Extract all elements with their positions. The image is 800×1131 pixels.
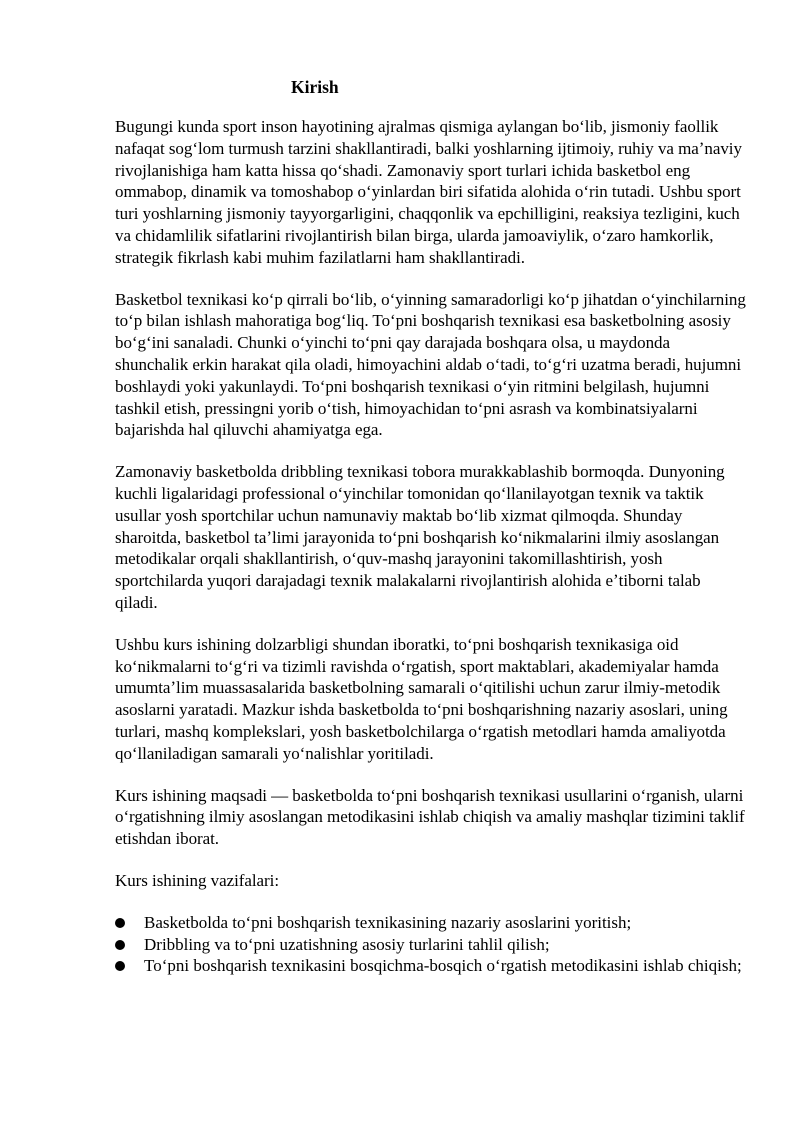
paragraph-relevance: Ushbu kurs ishining dolzarbligi shundan iboratki, toʻpni boshqarish texnikasiga oid koʻnikmalarni toʻgʻri va tizimli ravishda oʻrgatish, sport maktablari, akademiyalar hamda umumtaʼlim muassasalarida basketbolning samarali oʻqitilishi uchun zarur ilmiy-metodik asoslarni yaratadi. Mazkur ishda basketbolda toʻpni boshqarishning nazariy asoslari, uning turlari, mashq komplekslari, yosh basketbolchilarga oʻrgatish metodlari hamda amaliyotda qoʻllaniladigan samarali yoʻnalishlar yoritiladi. — [115, 634, 728, 763]
paragraph-technique: Basketbol texnikasi koʻp qirrali boʻlib, oʻyinning samaradorligi koʻp jihatdan oʻyinchilarning toʻp bilan ishlash mahoratiga bogʻliq. Toʻpni boshqarish texnikasi esa basketbolning asosiy boʻgʻini sanaladi. Chunki oʻyinchi toʻpni qay darajada boshqara olsa, u maydonda shunchalik erkin harakat qila oladi, himoyachini aldab oʻtadi, toʻgʻri uzatma beradi, hujumni boshlaydi yoki yakunlaydi. Toʻpni boshqarish texnikasi oʻyin ritmini belgilash, hujumni tashkil etish, pressingni yorib oʻtish, himoyachidan toʻpni asrash va kombinatsiyalarni bajarishda hal qiluvchi ahamiyatga ega. — [115, 289, 746, 440]
paragraph-goal: Kurs ishining maqsadi — basketbolda toʻpni boshqarish texnikasi usullarini oʻrganish, ularni oʻrgatishning ilmiy asoslangan metodikasini ishlab chiqish va amaliy mashqlar tizimini taklif etishdan iborat. — [115, 785, 745, 849]
document-page — [115, 76, 747, 977]
paragraph-intro: Bugungi kunda sport inson hayotining ajralmas qismiga aylangan boʻlib, jismoniy faollik nafaqat sogʻlom turmush tarzini shakllantiradi, balki yoshlarning ijtimoiy, ruhiy va maʼnaviy rivojlanishiga ham katta hissa qoʻshadi. Zamonaviy sport turlari ichida basketbol eng ommabop, dinamik va tomoshabop oʻyinlardan biri sifatida alohida oʻrin tutadi. Ushbu sport turi yoshlarning jismoniy tayyorgarligini, chaqqonlik va epchilligini, reaksiya tezligini, kuch va chidamlilik sifatlarini rivojlantirish bilan birga, ularda jamoaviylik, oʻzaro hamkorlik, strategik fikrlash kabi muhim fazilatlarni ham shakllantiradi. — [115, 117, 742, 267]
bullet-icon — [115, 918, 125, 928]
list-item — [115, 934, 747, 956]
list-item-text: Toʻpni boshqarish texnikasini bosqichma-bosqich oʻrgatish metodikasini ishlab chiqish; — [144, 956, 742, 976]
section-title: Kirish — [291, 77, 339, 97]
tasks-list — [115, 912, 747, 977]
list-item-text: Dribbling va toʻpni uzatishning asosiy turlarini tahlil qilish; — [144, 934, 550, 954]
bullet-icon — [115, 961, 125, 971]
list-item-text: Basketbolda toʻpni boshqarish texnikasining nazariy asoslarini yoritish; — [144, 912, 632, 932]
paragraph-dribbling: Zamonaviy basketbolda dribbling texnikasi tobora murakkablashib bormoqda. Dunyoning kuchli ligalaridagi professional oʻyinchilar tomonidan qoʻllanilayotgan texnik va taktik usullar yosh sportchilar uchun namunaviy maktab boʻlib xizmat qilmoqda. Shunday sharoitda, basketbol taʼlimi jarayonida toʻpni boshqarish koʻnikmalarini ilmiy asoslangan metodikalar orqali shakllantirish, oʻquv-mashq jarayonini takomillashtirish, yosh sportchilarda yuqori darajadagi texnik malakalarni rivojlantirish alohida eʼtiborni talab qiladi. — [115, 462, 725, 612]
list-item — [115, 955, 747, 977]
paragraph-tasks-heading: Kurs ishining vazifalari: — [115, 870, 279, 890]
bullet-icon — [115, 940, 125, 950]
list-item — [115, 912, 747, 934]
